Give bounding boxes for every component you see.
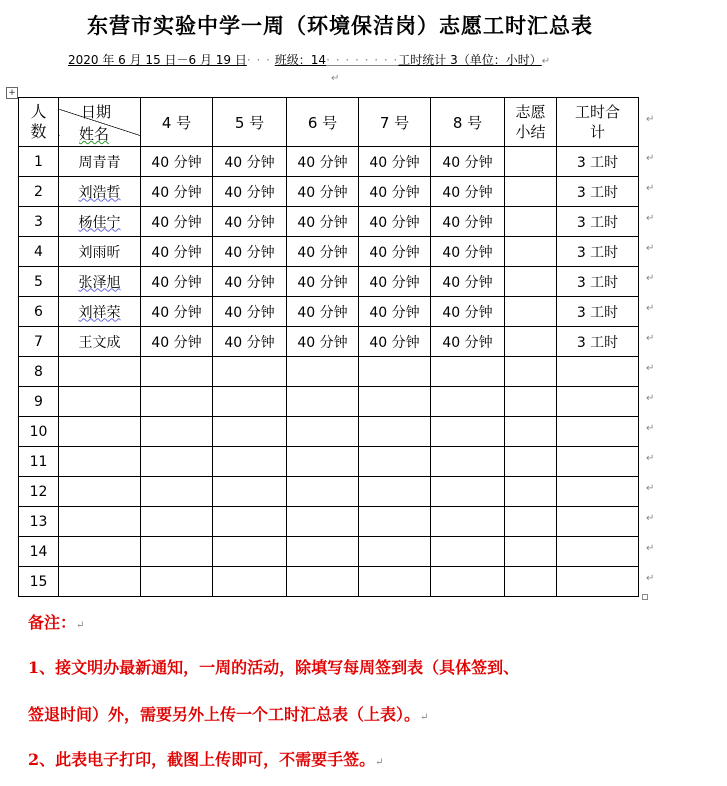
name-cell[interactable] bbox=[59, 387, 141, 417]
row-number-cell[interactable] bbox=[19, 357, 59, 387]
row-end-mark-icon: ↵ bbox=[646, 363, 655, 374]
row-number-cell-text: 13 bbox=[29, 513, 48, 530]
minutes-cell[interactable] bbox=[213, 447, 287, 477]
name-cell[interactable] bbox=[59, 447, 141, 477]
minutes-cell-text: 40 分钟 bbox=[224, 274, 275, 291]
minutes-cell[interactable] bbox=[359, 207, 431, 237]
minutes-cell[interactable] bbox=[431, 297, 505, 327]
table-move-handle-icon[interactable]: + bbox=[6, 87, 18, 99]
summary-cell[interactable] bbox=[505, 147, 557, 177]
total-hours-cell[interactable] bbox=[557, 567, 639, 597]
minutes-cell-text: 40 分钟 bbox=[297, 184, 348, 201]
minutes-cell[interactable] bbox=[141, 237, 213, 267]
paragraph-mark-icon: ↵ bbox=[420, 712, 429, 723]
name-cell[interactable] bbox=[59, 507, 141, 537]
summary-cell[interactable] bbox=[505, 207, 557, 237]
minutes-cell-text: 40 分钟 bbox=[151, 334, 202, 351]
name-cell[interactable] bbox=[59, 147, 141, 177]
row-number-cell[interactable] bbox=[19, 147, 59, 177]
total-hours-cell[interactable] bbox=[557, 327, 639, 357]
row-number-cell-text: 9 bbox=[34, 393, 43, 410]
total-hours-cell-text: 3 工时 bbox=[576, 154, 619, 171]
table-row bbox=[19, 147, 639, 177]
name-cell[interactable] bbox=[59, 477, 141, 507]
minutes-cell[interactable] bbox=[359, 177, 431, 207]
summary-cell[interactable] bbox=[505, 477, 557, 507]
table-row bbox=[19, 177, 639, 207]
minutes-cell-text: 40 分钟 bbox=[224, 334, 275, 351]
row-number-cell-text: 1 bbox=[34, 153, 43, 170]
day-header: 5 号 bbox=[213, 98, 287, 147]
name-cell-text: 刘雨昕 bbox=[78, 244, 121, 261]
row-number-cell[interactable] bbox=[19, 327, 59, 357]
subtitle-line bbox=[68, 51, 550, 68]
seq-header-top: 人 bbox=[30, 102, 47, 121]
total-hours-cell[interactable] bbox=[557, 357, 639, 387]
day-header: 4 号 bbox=[141, 98, 213, 147]
minutes-cell[interactable] bbox=[431, 147, 505, 177]
total-hours-cell[interactable] bbox=[557, 447, 639, 477]
minutes-cell[interactable] bbox=[213, 417, 287, 447]
table-row bbox=[19, 357, 639, 387]
total-hours-cell[interactable] bbox=[557, 147, 639, 177]
total-hours-cell[interactable] bbox=[557, 417, 639, 447]
hours-table bbox=[18, 97, 639, 597]
minutes-cell-text: 40 分钟 bbox=[442, 244, 493, 261]
name-cell[interactable] bbox=[59, 177, 141, 207]
total-header-top: 工时合 bbox=[574, 103, 620, 121]
row-end-mark-icon: ↵ bbox=[646, 153, 655, 164]
row-number-cell[interactable] bbox=[19, 537, 59, 567]
minutes-cell[interactable] bbox=[431, 387, 505, 417]
name-header: 姓名 bbox=[79, 125, 110, 143]
table-row bbox=[19, 447, 639, 477]
notes-line-2 bbox=[28, 702, 428, 725]
minutes-cell[interactable] bbox=[359, 387, 431, 417]
summary-cell[interactable] bbox=[505, 537, 557, 567]
name-cell[interactable] bbox=[59, 567, 141, 597]
leader-dots: · · · · · · · · bbox=[326, 53, 399, 67]
row-number-cell-text: 15 bbox=[29, 573, 48, 590]
minutes-cell-text: 40 分钟 bbox=[224, 304, 275, 321]
table-row bbox=[19, 327, 639, 357]
minutes-cell-text: 40 分钟 bbox=[369, 184, 420, 201]
notes-line-1: 1、接文明办最新通知，一周的活动，除填写每周签到表（具体签到、 bbox=[28, 658, 520, 677]
row-number-cell-text: 11 bbox=[29, 453, 48, 470]
summary-cell[interactable] bbox=[505, 357, 557, 387]
summary-header-bottom: 小结 bbox=[515, 123, 546, 141]
leader-dots: · · · bbox=[246, 53, 271, 67]
minutes-cell-text: 40 分钟 bbox=[297, 334, 348, 351]
day-header: 8 号 bbox=[431, 98, 505, 147]
minutes-cell[interactable] bbox=[431, 537, 505, 567]
summary-cell[interactable] bbox=[505, 177, 557, 207]
minutes-cell[interactable] bbox=[213, 477, 287, 507]
minutes-cell[interactable] bbox=[141, 567, 213, 597]
total-hours-cell[interactable] bbox=[557, 507, 639, 537]
summary-cell[interactable] bbox=[505, 387, 557, 417]
minutes-cell-text: 40 分钟 bbox=[297, 244, 348, 261]
day-header: 6 号 bbox=[287, 98, 359, 147]
minutes-cell[interactable] bbox=[141, 477, 213, 507]
row-number-cell[interactable] bbox=[19, 207, 59, 237]
name-cell[interactable] bbox=[59, 267, 141, 297]
diagonal-header-cell bbox=[59, 98, 141, 147]
minutes-cell-text: 40 分钟 bbox=[369, 334, 420, 351]
seq-header-bottom: 数 bbox=[30, 122, 47, 141]
minutes-cell-text: 40 分钟 bbox=[297, 154, 348, 171]
minutes-cell[interactable] bbox=[287, 267, 359, 297]
row-number-cell[interactable] bbox=[19, 177, 59, 207]
row-end-mark-icon: ↵ bbox=[646, 423, 655, 434]
minutes-cell-text: 40 分钟 bbox=[442, 154, 493, 171]
notes-heading-text: 备注： bbox=[28, 613, 77, 632]
minutes-cell-text: 40 分钟 bbox=[297, 274, 348, 291]
minutes-cell[interactable] bbox=[359, 507, 431, 537]
table-row bbox=[19, 237, 639, 267]
minutes-cell-text: 40 分钟 bbox=[224, 244, 275, 261]
total-hours-cell[interactable] bbox=[557, 237, 639, 267]
notes-heading bbox=[28, 610, 84, 633]
minutes-cell[interactable] bbox=[287, 507, 359, 537]
row-number-cell-text: 2 bbox=[34, 183, 43, 200]
minutes-cell[interactable] bbox=[287, 447, 359, 477]
minutes-cell[interactable] bbox=[141, 507, 213, 537]
minutes-cell-text: 40 分钟 bbox=[442, 214, 493, 231]
minutes-cell[interactable] bbox=[213, 147, 287, 177]
name-cell[interactable] bbox=[59, 327, 141, 357]
row-number-cell-text: 7 bbox=[34, 333, 43, 350]
name-cell[interactable] bbox=[59, 237, 141, 267]
minutes-cell[interactable] bbox=[287, 477, 359, 507]
minutes-cell-text: 40 分钟 bbox=[151, 304, 202, 321]
table-row bbox=[19, 267, 639, 297]
row-end-mark-icon: ↵ bbox=[646, 243, 655, 254]
minutes-cell[interactable] bbox=[359, 357, 431, 387]
row-number-cell[interactable] bbox=[19, 567, 59, 597]
page-title: 东营市实验中学一周（环境保洁岗）志愿工时汇总表 bbox=[87, 13, 593, 38]
minutes-cell[interactable] bbox=[213, 537, 287, 567]
minutes-cell-text: 40 分钟 bbox=[442, 304, 493, 321]
minutes-cell-text: 40 分钟 bbox=[224, 184, 275, 201]
minutes-cell[interactable] bbox=[359, 327, 431, 357]
minutes-cell-text: 40 分钟 bbox=[369, 154, 420, 171]
row-number-cell-text: 12 bbox=[29, 483, 48, 500]
total-hours-cell-text: 3 工时 bbox=[576, 214, 619, 231]
row-number-cell-text: 5 bbox=[34, 273, 43, 290]
summary-cell[interactable] bbox=[505, 237, 557, 267]
row-number-cell-text: 6 bbox=[34, 303, 43, 320]
row-number-cell[interactable] bbox=[19, 237, 59, 267]
paragraph-mark-icon: ↵ bbox=[76, 620, 85, 631]
total-hours-cell[interactable] bbox=[557, 177, 639, 207]
minutes-cell[interactable] bbox=[213, 177, 287, 207]
row-end-mark-icon: ↵ bbox=[646, 333, 655, 344]
row-number-cell[interactable] bbox=[19, 267, 59, 297]
row-number-cell[interactable] bbox=[19, 447, 59, 477]
name-cell[interactable] bbox=[59, 537, 141, 567]
minutes-cell[interactable] bbox=[141, 447, 213, 477]
table-row bbox=[19, 387, 639, 417]
minutes-cell[interactable] bbox=[431, 477, 505, 507]
total-hours-cell-text: 3 工时 bbox=[576, 244, 619, 261]
table-row bbox=[19, 507, 639, 537]
seq-header bbox=[19, 98, 59, 147]
table-row bbox=[19, 417, 639, 447]
row-number-cell-text: 8 bbox=[34, 363, 43, 380]
total-hours-cell[interactable] bbox=[557, 297, 639, 327]
name-cell[interactable] bbox=[59, 357, 141, 387]
minutes-cell[interactable] bbox=[287, 147, 359, 177]
minutes-cell[interactable] bbox=[213, 507, 287, 537]
name-cell-text: 刘祥荣 bbox=[78, 304, 121, 321]
minutes-cell[interactable] bbox=[431, 357, 505, 387]
total-hours-cell-text: 3 工时 bbox=[576, 334, 619, 351]
total-hours-cell-text: 3 工时 bbox=[576, 274, 619, 291]
row-number-cell[interactable] bbox=[19, 297, 59, 327]
name-cell-text: 王文成 bbox=[78, 334, 121, 351]
minutes-cell[interactable] bbox=[359, 237, 431, 267]
hours-stats: 工时统计 3（单位：小时） bbox=[398, 53, 542, 67]
minutes-cell[interactable] bbox=[359, 447, 431, 477]
summary-header-top: 志愿 bbox=[515, 103, 546, 121]
minutes-cell[interactable] bbox=[141, 387, 213, 417]
minutes-cell[interactable] bbox=[431, 567, 505, 597]
total-hours-cell-text: 3 工时 bbox=[576, 184, 619, 201]
paragraph-mark-icon: ↵ bbox=[331, 73, 340, 84]
minutes-cell[interactable] bbox=[431, 327, 505, 357]
minutes-cell[interactable] bbox=[431, 507, 505, 537]
total-hours-cell[interactable] bbox=[557, 207, 639, 237]
name-cell[interactable] bbox=[59, 207, 141, 237]
minutes-cell-text: 40 分钟 bbox=[369, 214, 420, 231]
minutes-cell[interactable] bbox=[287, 537, 359, 567]
minutes-cell[interactable] bbox=[213, 237, 287, 267]
row-end-mark-icon: ↵ bbox=[646, 573, 655, 584]
row-number-cell[interactable] bbox=[19, 507, 59, 537]
summary-cell[interactable] bbox=[505, 447, 557, 477]
minutes-cell[interactable] bbox=[359, 147, 431, 177]
summary-header bbox=[505, 98, 557, 147]
minutes-cell[interactable] bbox=[359, 267, 431, 297]
row-end-mark-icon: ↵ bbox=[646, 303, 655, 314]
minutes-cell[interactable] bbox=[141, 267, 213, 297]
row-end-mark-icon: ↵ bbox=[646, 543, 655, 554]
minutes-cell[interactable] bbox=[431, 417, 505, 447]
table-row bbox=[19, 537, 639, 567]
minutes-cell[interactable] bbox=[213, 357, 287, 387]
summary-cell[interactable] bbox=[505, 327, 557, 357]
paragraph-mark-icon: ↵ bbox=[375, 757, 384, 768]
minutes-cell[interactable] bbox=[213, 327, 287, 357]
minutes-cell[interactable] bbox=[141, 207, 213, 237]
minutes-cell[interactable] bbox=[141, 297, 213, 327]
minutes-cell[interactable] bbox=[141, 147, 213, 177]
summary-cell[interactable] bbox=[505, 567, 557, 597]
minutes-cell[interactable] bbox=[431, 447, 505, 477]
minutes-cell[interactable] bbox=[213, 297, 287, 327]
minutes-cell-text: 40 分钟 bbox=[151, 154, 202, 171]
row-number-cell[interactable] bbox=[19, 387, 59, 417]
minutes-cell[interactable] bbox=[141, 417, 213, 447]
minutes-cell[interactable] bbox=[141, 177, 213, 207]
total-hours-cell[interactable] bbox=[557, 537, 639, 567]
notes-line-2-text: 签退时间）外，需要另外上传一个工时汇总表（上表）。 bbox=[28, 705, 421, 724]
name-cell-text: 张泽旭 bbox=[78, 274, 121, 291]
minutes-cell[interactable] bbox=[141, 357, 213, 387]
minutes-cell[interactable] bbox=[431, 237, 505, 267]
minutes-cell[interactable] bbox=[431, 267, 505, 297]
minutes-cell[interactable] bbox=[359, 567, 431, 597]
row-number-cell[interactable] bbox=[19, 417, 59, 447]
minutes-cell[interactable] bbox=[287, 357, 359, 387]
minutes-cell[interactable] bbox=[431, 177, 505, 207]
minutes-cell-text: 40 分钟 bbox=[151, 274, 202, 291]
minutes-cell-text: 40 分钟 bbox=[151, 184, 202, 201]
class-label: 班级：14 bbox=[274, 53, 327, 67]
summary-cell[interactable] bbox=[505, 267, 557, 297]
date-header: 日期 bbox=[81, 103, 112, 121]
minutes-cell-text: 40 分钟 bbox=[369, 274, 420, 291]
notes-line-3 bbox=[28, 747, 384, 770]
name-cell-text: 刘浩哲 bbox=[78, 184, 121, 201]
paragraph-mark-icon: ↵ bbox=[541, 56, 551, 67]
minutes-cell-text: 40 分钟 bbox=[369, 304, 420, 321]
minutes-cell[interactable] bbox=[287, 327, 359, 357]
minutes-cell[interactable] bbox=[141, 537, 213, 567]
minutes-cell[interactable] bbox=[287, 417, 359, 447]
row-end-mark-icon: ↵ bbox=[646, 273, 655, 284]
name-cell[interactable] bbox=[59, 417, 141, 447]
total-header-bottom: 计 bbox=[589, 123, 605, 141]
total-header bbox=[557, 98, 639, 147]
minutes-cell-text: 40 分钟 bbox=[297, 304, 348, 321]
row-end-mark-icon: ↵ bbox=[646, 213, 655, 224]
day-header: 7 号 bbox=[359, 98, 431, 147]
minutes-cell[interactable] bbox=[213, 207, 287, 237]
name-cell-text: 周青青 bbox=[78, 154, 121, 171]
minutes-cell-text: 40 分钟 bbox=[297, 214, 348, 231]
row-number-cell[interactable] bbox=[19, 477, 59, 507]
row-end-mark-icon: ↵ bbox=[646, 183, 655, 194]
summary-cell[interactable] bbox=[505, 297, 557, 327]
minutes-cell-text: 40 分钟 bbox=[442, 334, 493, 351]
minutes-cell-text: 40 分钟 bbox=[442, 274, 493, 291]
table-row bbox=[19, 207, 639, 237]
minutes-cell[interactable] bbox=[213, 387, 287, 417]
minutes-cell[interactable] bbox=[213, 267, 287, 297]
minutes-cell[interactable] bbox=[213, 567, 287, 597]
row-end-mark-icon: ↵ bbox=[646, 393, 655, 404]
minutes-cell[interactable] bbox=[287, 237, 359, 267]
table-row bbox=[19, 297, 639, 327]
minutes-cell-text: 40 分钟 bbox=[151, 214, 202, 231]
row-end-mark-icon: ↵ bbox=[646, 483, 655, 494]
name-cell-text: 杨佳宁 bbox=[78, 214, 121, 231]
row-number-cell-text: 14 bbox=[29, 543, 48, 560]
row-number-cell-text: 10 bbox=[29, 423, 48, 440]
minutes-cell[interactable] bbox=[287, 387, 359, 417]
minutes-cell-text: 40 分钟 bbox=[442, 184, 493, 201]
row-number-cell-text: 3 bbox=[34, 213, 43, 230]
row-number-cell-text: 4 bbox=[34, 243, 43, 260]
total-hours-cell[interactable] bbox=[557, 477, 639, 507]
minutes-cell[interactable] bbox=[359, 417, 431, 447]
name-cell[interactable] bbox=[59, 297, 141, 327]
row-end-mark-icon: ↵ bbox=[646, 114, 655, 125]
minutes-cell[interactable] bbox=[141, 327, 213, 357]
minutes-cell-text: 40 分钟 bbox=[369, 244, 420, 261]
minutes-cell[interactable] bbox=[287, 297, 359, 327]
summary-cell[interactable] bbox=[505, 507, 557, 537]
row-end-mark-icon: ↵ bbox=[646, 513, 655, 524]
minutes-cell[interactable] bbox=[359, 297, 431, 327]
notes-line-3-text: 2、此表电子打印，截图上传即可，不需要手签。 bbox=[28, 750, 376, 769]
summary-cell[interactable] bbox=[505, 417, 557, 447]
minutes-cell[interactable] bbox=[287, 177, 359, 207]
total-hours-cell[interactable] bbox=[557, 267, 639, 297]
total-hours-cell[interactable] bbox=[557, 387, 639, 417]
table-header-row bbox=[19, 98, 639, 147]
minutes-cell[interactable] bbox=[431, 207, 505, 237]
minutes-cell[interactable] bbox=[287, 567, 359, 597]
row-end-mark-icon: ↵ bbox=[646, 453, 655, 464]
minutes-cell[interactable] bbox=[287, 207, 359, 237]
table-resize-handle[interactable] bbox=[642, 594, 648, 600]
minutes-cell[interactable] bbox=[359, 537, 431, 567]
minutes-cell[interactable] bbox=[359, 477, 431, 507]
total-hours-cell-text: 3 工时 bbox=[576, 304, 619, 321]
minutes-cell-text: 40 分钟 bbox=[224, 214, 275, 231]
table-row bbox=[19, 567, 639, 597]
table-row bbox=[19, 477, 639, 507]
minutes-cell-text: 40 分钟 bbox=[224, 154, 275, 171]
date-range: 2020 年 6 月 15 日－6 月 19 日 bbox=[68, 53, 247, 67]
minutes-cell-text: 40 分钟 bbox=[151, 244, 202, 261]
